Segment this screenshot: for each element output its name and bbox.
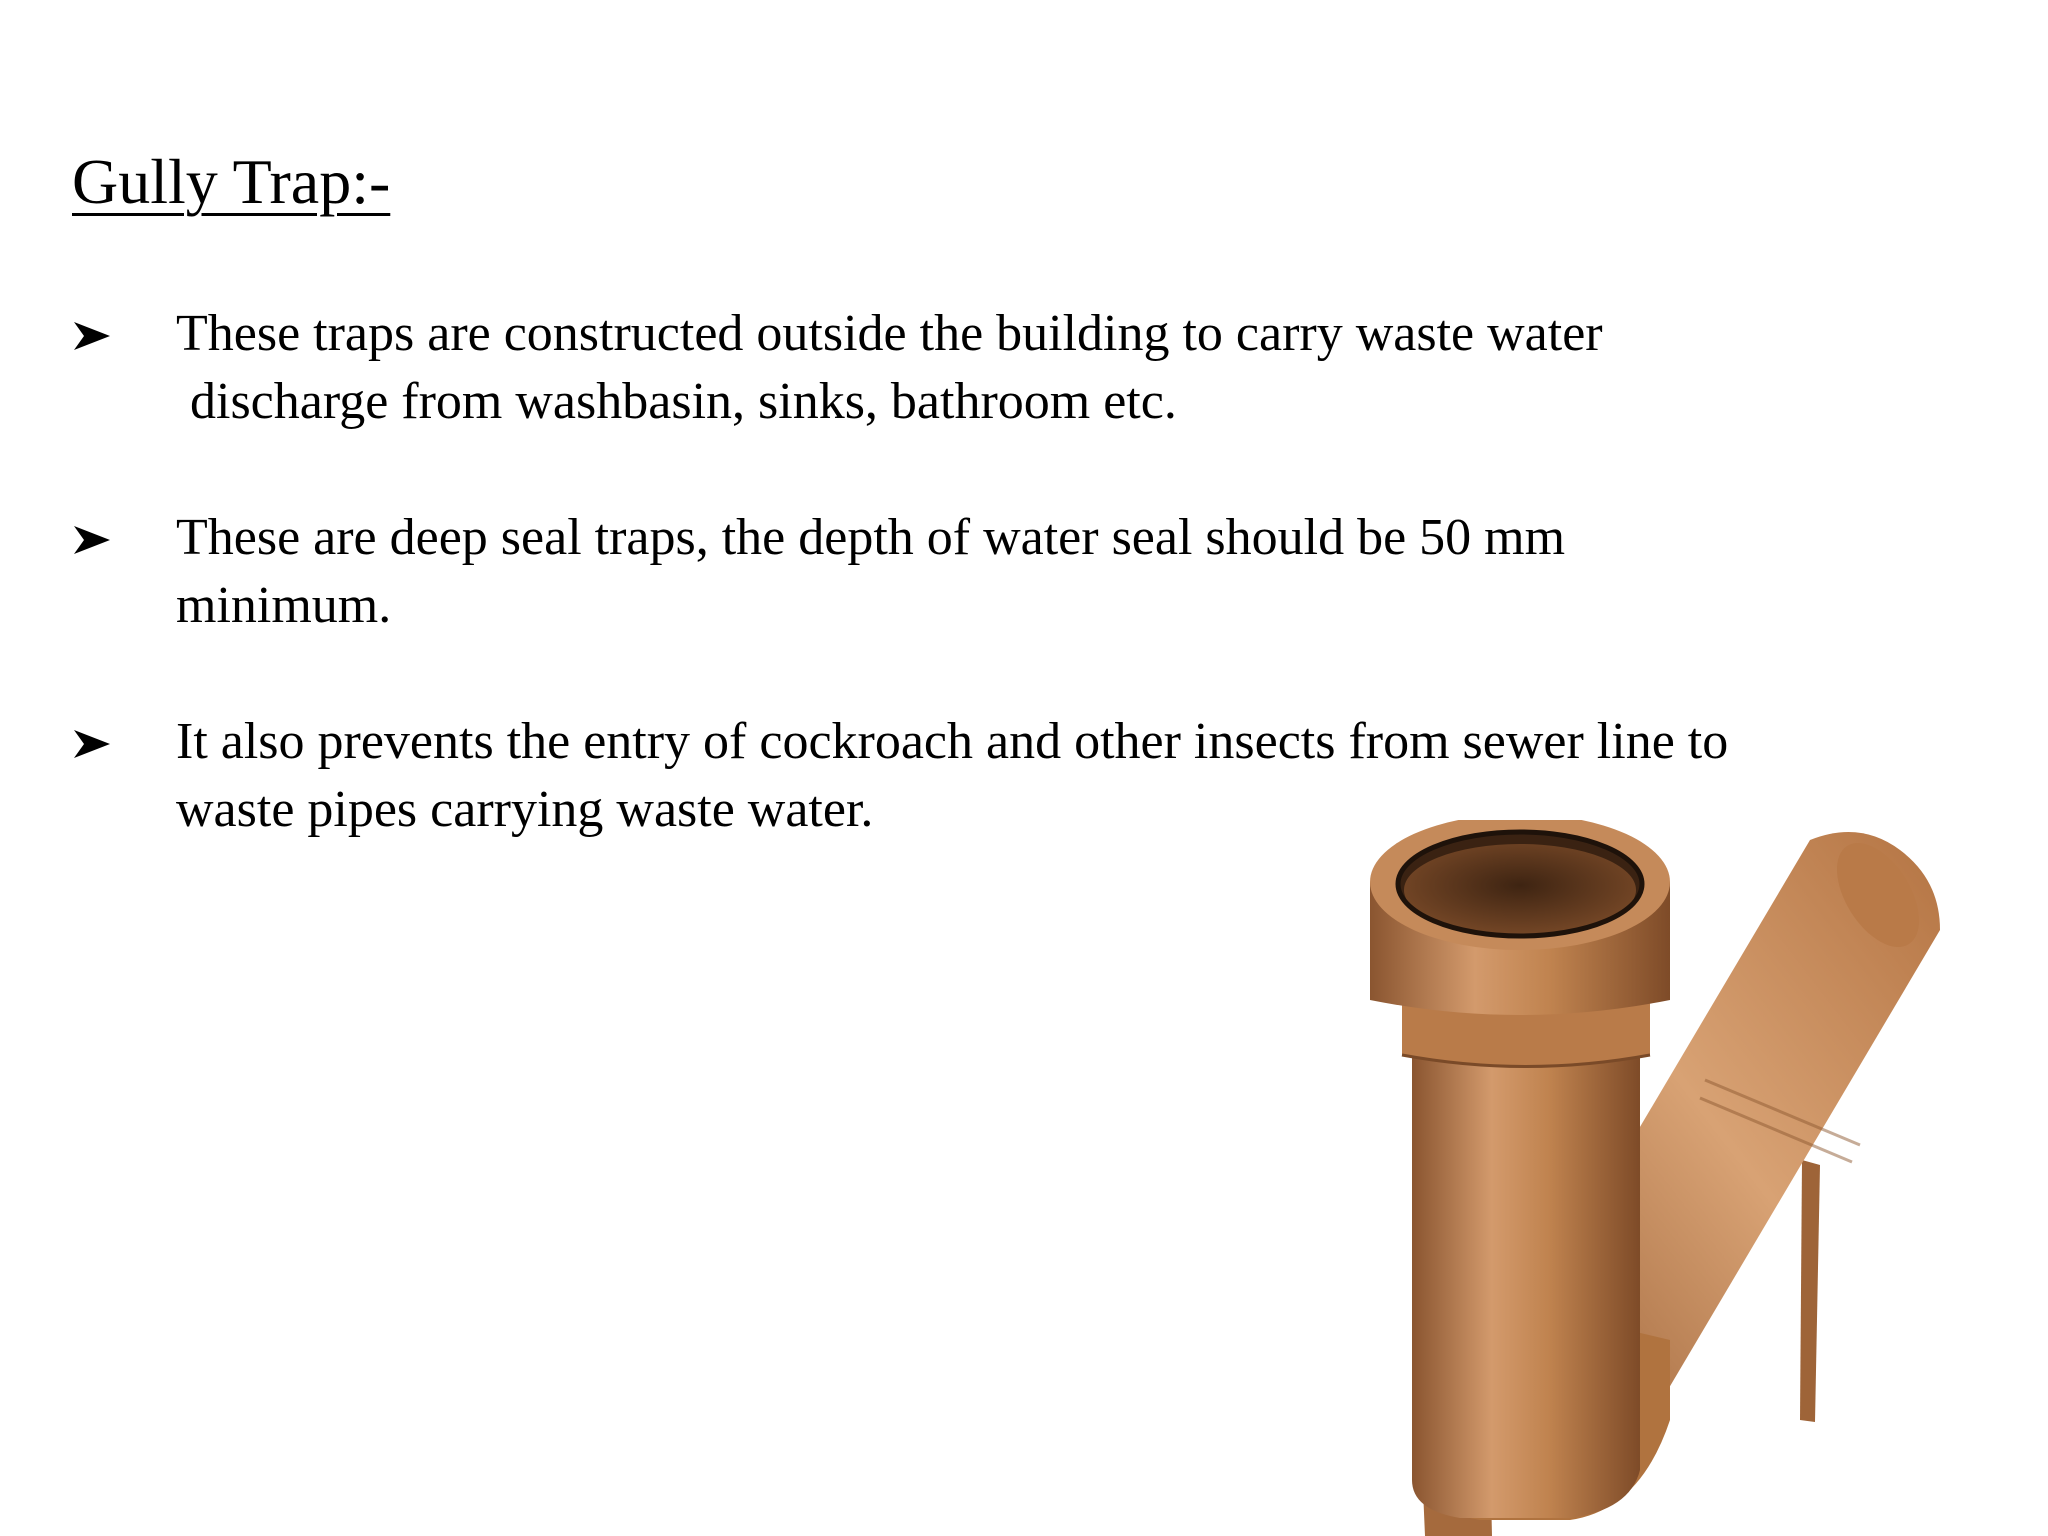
- arrowhead-bullet-icon: [72, 320, 112, 352]
- gully-trap-image: [1340, 820, 2040, 1536]
- bullet-text-line: It also prevents the entry of cockroach and other insects from sewer line to: [176, 713, 1729, 770]
- bullet-item: [72, 504, 1972, 640]
- bullet-text-line: These traps are constructed outside the building to carry waste water: [176, 305, 1603, 362]
- arrowhead-bullet-icon: [72, 524, 112, 556]
- bullet-text-line: minimum.: [176, 577, 392, 634]
- arrowhead-bullet-icon: [72, 728, 112, 760]
- bullet-list: [72, 300, 1972, 844]
- bullet-text-line: These are deep seal traps, the depth of water seal should be 50 mm: [176, 509, 1566, 566]
- bullet-item: [72, 300, 1972, 436]
- slide-title: Gully Trap:-: [72, 146, 391, 217]
- bullet-text-line: discharge from washbasin, sinks, bathroom etc.: [190, 373, 1177, 430]
- bullet-text-line: waste pipes carrying waste water.: [176, 781, 874, 838]
